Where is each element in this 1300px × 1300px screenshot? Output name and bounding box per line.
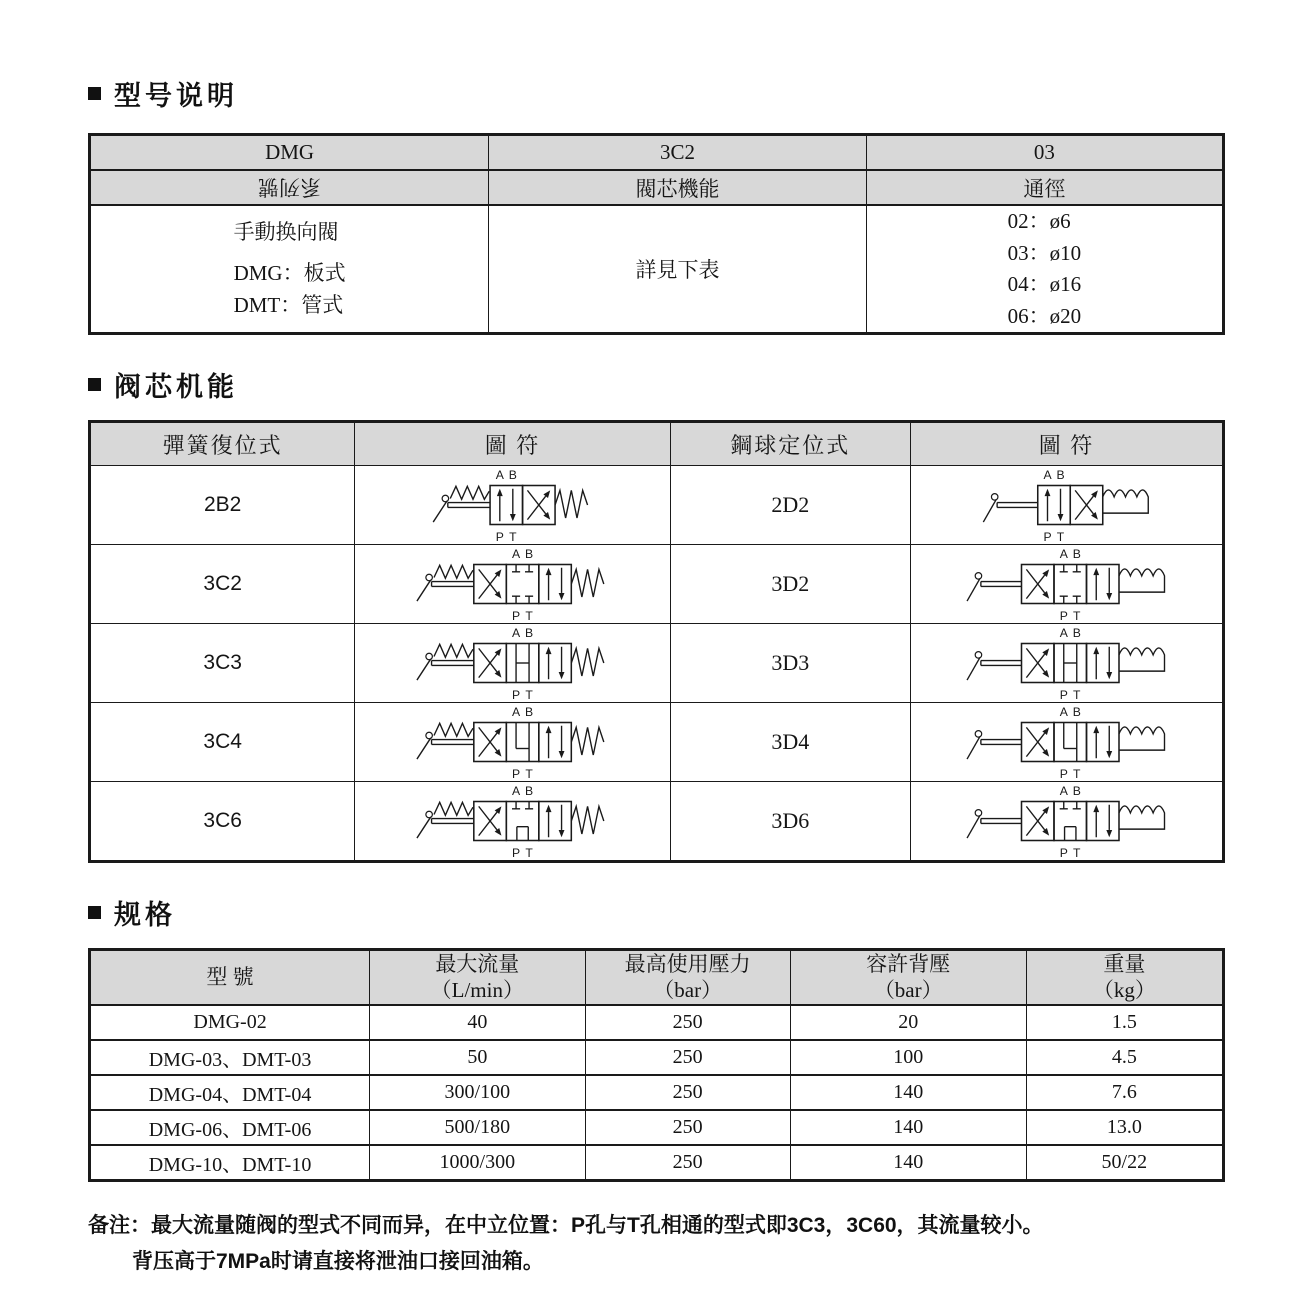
footnotes	[88, 1208, 1225, 1280]
spec-value-cell: 13.0	[1026, 1110, 1223, 1145]
spool-symbol-detent	[911, 545, 1224, 624]
svg-text:A: A	[496, 468, 505, 482]
valve-symbol-spring-return	[406, 466, 618, 544]
spool-symbol-detent	[911, 624, 1224, 703]
spec-value-cell: 250	[585, 1075, 790, 1110]
svg-text:B: B	[1072, 705, 1081, 719]
svg-text:A: A	[1042, 468, 1052, 482]
model-code-row	[90, 135, 1224, 171]
svg-text:P: P	[512, 845, 521, 860]
svg-text:A: A	[512, 784, 521, 798]
spec-model-cell: DMG-10、DMT-10	[90, 1145, 370, 1181]
diameter-line: 02：ø6	[1007, 209, 1071, 233]
spool-symbol-spring	[355, 703, 670, 782]
header-symbol-2: 圖 符	[911, 422, 1224, 466]
valve-symbol-spring-return	[406, 782, 618, 860]
svg-text:T: T	[525, 845, 534, 860]
spec-value-cell: 1.5	[1026, 1005, 1223, 1040]
spec-row	[90, 1040, 1224, 1075]
svg-text:T: T	[1072, 845, 1080, 860]
spec-value-cell: 7.6	[1026, 1075, 1223, 1110]
spool-symbol-detent	[911, 703, 1224, 782]
series-desc-cell	[90, 205, 489, 334]
spool-symbol-spring	[355, 782, 670, 862]
spool-symbol-detent	[911, 466, 1224, 545]
svg-text:T: T	[1072, 687, 1080, 702]
header-symbol-1: 圖 符	[355, 422, 670, 466]
svg-text:P: P	[1059, 845, 1068, 860]
square-bullet-icon	[88, 378, 101, 391]
spool-code-detent: 3D6	[670, 782, 910, 862]
spec-model-cell: DMG-04、DMT-04	[90, 1075, 370, 1110]
spec-row	[90, 1145, 1224, 1181]
spec-value-cell: 300/100	[370, 1075, 585, 1110]
footnote-line: 背压高于7MPa时请直接将泄油口接回油箱。	[132, 1249, 544, 1273]
spool-code-spring: 3C2	[90, 545, 355, 624]
svg-text:P: P	[1042, 529, 1052, 544]
spool-code-detent: 3D2	[670, 545, 910, 624]
svg-text:B: B	[1072, 626, 1081, 640]
diameter-line: 04：ø16	[1007, 272, 1082, 296]
svg-text:A: A	[512, 705, 521, 719]
spec-table	[88, 948, 1225, 1182]
svg-text:B: B	[525, 626, 534, 640]
diameter-line: 06：ø20	[1007, 303, 1082, 328]
svg-text:B: B	[525, 705, 534, 719]
spec-value-cell: 100	[790, 1040, 1026, 1075]
spec-header-unit: （L/min）	[430, 978, 524, 1003]
spec-value-cell: 140	[790, 1110, 1026, 1145]
svg-text:A: A	[1059, 705, 1068, 719]
svg-text:A: A	[1059, 784, 1068, 798]
size-desc-cell	[866, 205, 1223, 334]
code-size: 03	[866, 135, 1223, 171]
spec-value-cell: 250	[585, 1145, 790, 1181]
svg-text:P: P	[496, 529, 505, 544]
spec-value-cell: 50/22	[1026, 1145, 1223, 1181]
svg-text:B: B	[525, 784, 534, 798]
valve-symbol-detent	[961, 466, 1173, 544]
valve-symbol-detent	[961, 545, 1173, 623]
spec-header-label: 最高使用壓力	[624, 952, 751, 976]
spec-header-label: 容許背壓	[866, 952, 951, 976]
section-title-spool-text: 阀芯机能	[114, 372, 238, 402]
spec-value-cell: 250	[585, 1005, 790, 1040]
size-desc-stack	[1008, 206, 1082, 332]
spec-header-pressure	[585, 950, 790, 1005]
spec-value-cell: 140	[790, 1075, 1026, 1110]
svg-text:B: B	[525, 547, 534, 561]
svg-text:B: B	[1055, 468, 1065, 482]
svg-text:A: A	[1059, 626, 1068, 640]
spec-model-cell: DMG-03、DMT-03	[90, 1040, 370, 1075]
spool-desc-cell: 詳見下表	[489, 205, 867, 334]
section-title-model-text: 型号说明	[114, 81, 238, 111]
section-title-spec	[88, 893, 1225, 932]
svg-text:T: T	[525, 608, 534, 623]
code-series: DMG	[90, 135, 489, 171]
spool-code-detent: 3D4	[670, 703, 910, 782]
valve-symbol-detent	[961, 782, 1173, 860]
svg-text:A: A	[1059, 547, 1068, 561]
header-spring-return: 彈簧復位式	[90, 422, 355, 466]
svg-text:P: P	[512, 608, 521, 623]
spec-header-label: 重量	[1103, 952, 1146, 976]
svg-text:P: P	[1059, 687, 1068, 702]
series-desc-line: 手動换向閥	[233, 219, 339, 244]
spec-model-cell: DMG-02	[90, 1005, 370, 1040]
svg-text:T: T	[1072, 766, 1080, 781]
valve-symbol-spring-return	[406, 545, 618, 623]
spec-value-cell: 250	[585, 1040, 790, 1075]
valve-symbol-detent	[961, 703, 1173, 781]
model-label-row	[90, 170, 1224, 205]
series-desc-stack	[234, 217, 346, 322]
spec-header-row	[90, 950, 1224, 1005]
model-desc-row	[90, 205, 1224, 334]
spool-symbol-spring	[355, 545, 670, 624]
header-ball-detent: 鋼球定位式	[670, 422, 910, 466]
svg-text:T: T	[1072, 608, 1080, 623]
section-title-spool	[88, 365, 1225, 404]
svg-text:T: T	[525, 766, 534, 781]
code-spool: 3C2	[489, 135, 867, 171]
spec-row	[90, 1005, 1224, 1040]
spool-header-row	[90, 422, 1224, 466]
footnote-line: 备注：最大流量随阀的型式不同而异，在中立位置：P孔与T孔相通的型式即3C3，3C60，其流量较小。	[88, 1213, 1044, 1237]
spec-header-weight	[1026, 950, 1223, 1005]
spec-header-unit: （kg）	[1092, 978, 1156, 1003]
label-spool-cell: 閥芯機能	[489, 170, 867, 205]
valve-symbol-spring-return	[406, 703, 618, 781]
diameter-line: 03：ø10	[1007, 240, 1082, 265]
square-bullet-icon	[88, 87, 101, 100]
spool-code-detent: 3D3	[670, 624, 910, 703]
spool-row	[90, 466, 1224, 545]
spec-value-cell: 500/180	[370, 1110, 585, 1145]
spool-code-detent: 2D2	[670, 466, 910, 545]
spool-code-spring: 2B2	[90, 466, 355, 545]
svg-text:P: P	[1059, 766, 1068, 781]
model-code-table	[88, 133, 1225, 335]
spec-value-cell: 250	[585, 1110, 790, 1145]
spool-symbol-spring	[355, 624, 670, 703]
svg-text:P: P	[512, 766, 521, 781]
svg-text:B: B	[509, 468, 518, 482]
spec-header-model	[90, 950, 370, 1005]
spool-row	[90, 782, 1224, 862]
spec-header-unit: （bar）	[873, 978, 943, 1003]
svg-text:P: P	[1059, 608, 1068, 623]
spool-symbol-detent	[911, 782, 1224, 862]
spec-row	[90, 1075, 1224, 1110]
svg-text:T: T	[1056, 529, 1064, 544]
spool-code-spring: 3C6	[90, 782, 355, 862]
series-desc-line: DMG：板式	[233, 261, 346, 286]
svg-text:T: T	[509, 529, 517, 544]
spec-value-cell: 20	[790, 1005, 1026, 1040]
spec-row	[90, 1110, 1224, 1145]
label-series-cell	[90, 170, 489, 205]
spec-header-unit: （bar）	[653, 978, 723, 1003]
spec-value-cell: 140	[790, 1145, 1026, 1181]
spool-function-table	[88, 420, 1225, 863]
svg-text:B: B	[1072, 547, 1081, 561]
spec-value-cell: 4.5	[1026, 1040, 1223, 1075]
spec-header-label: 型 號	[206, 965, 254, 990]
svg-text:A: A	[512, 547, 521, 561]
spool-code-spring: 3C4	[90, 703, 355, 782]
square-bullet-icon	[88, 906, 101, 919]
svg-text:P: P	[512, 687, 521, 702]
spool-code-spring: 3C3	[90, 624, 355, 703]
section-title-spec-text: 规格	[114, 900, 176, 930]
spool-row	[90, 545, 1224, 624]
spool-row	[90, 624, 1224, 703]
series-label-rotated: 系列號	[258, 174, 322, 199]
svg-text:T: T	[525, 687, 534, 702]
valve-symbol-detent	[961, 624, 1173, 702]
spec-value-cell: 1000/300	[370, 1145, 585, 1181]
spec-model-cell: DMG-06、DMT-06	[90, 1110, 370, 1145]
spec-header-backpressure	[790, 950, 1026, 1005]
valve-symbol-spring-return	[406, 624, 618, 702]
spec-value-cell: 40	[370, 1005, 585, 1040]
spec-header-label: 最大流量	[435, 952, 520, 976]
spec-header-flow	[370, 950, 585, 1005]
section-title-model	[88, 74, 1225, 113]
series-desc-line: DMT：管式	[233, 292, 344, 317]
spool-symbol-spring	[355, 466, 670, 545]
svg-text:A: A	[512, 626, 521, 640]
spec-value-cell: 50	[370, 1040, 585, 1075]
svg-text:B: B	[1072, 784, 1081, 798]
spool-row	[90, 703, 1224, 782]
label-size-cell: 通徑	[866, 170, 1223, 205]
